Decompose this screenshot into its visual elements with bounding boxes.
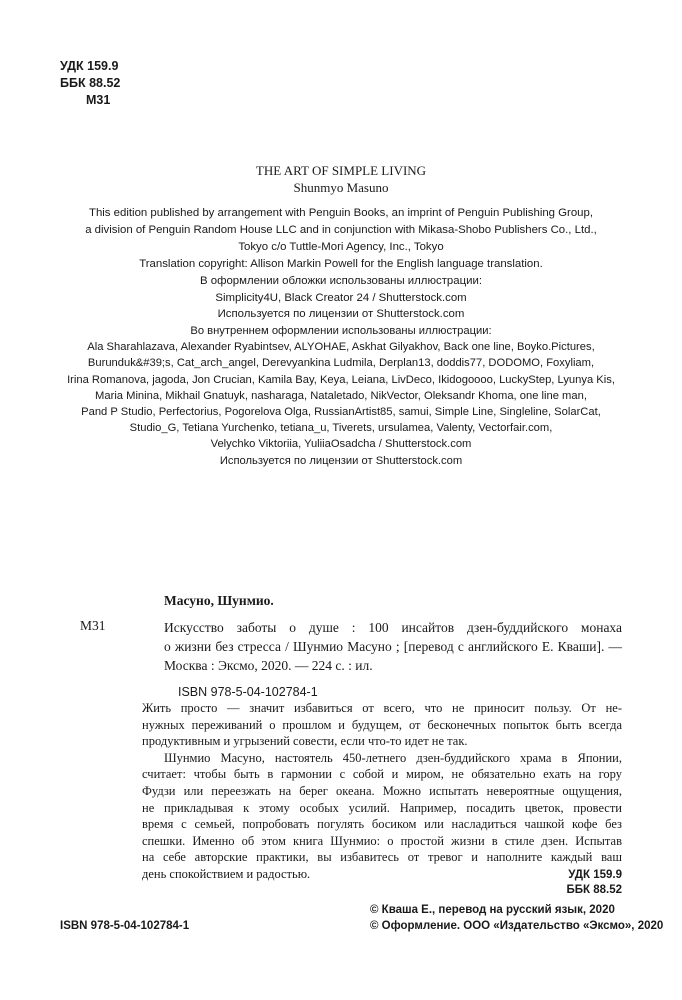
annotation-paragraph <box>142 700 622 750</box>
annotation-line: спешки. Именно об этом книга Шунмио: о простой жизни в стиле дзен. Испытав <box>142 833 622 848</box>
credit-line: В оформлении обложки использованы иллюстрации: <box>199 275 482 287</box>
credit-line: Burunduk&#39;s, Cat_arch_angel, Derevyankina Ludmila, Derplan13, doddis77, DODOMO, Foxyliam, <box>87 357 595 370</box>
author-mark: М31 <box>86 93 111 107</box>
annotation-line: Жить просто — значит избавиться от всего, что не приносит пользу. От не- <box>142 701 622 715</box>
original-title: THE ART OF SIMPLE LIVING <box>255 163 427 178</box>
copyright-line: © Кваша Е., перевод на русский язык, 2020 <box>370 904 615 916</box>
credit-line: Irina Romanova, jagoda, Jon Crucian, Kamila Bay, Keya, Leiana, LivDeco, Ikidogoooo, LuckyStep, Lyunya Kis, <box>67 373 615 386</box>
inner-illustrations-credit <box>60 323 622 469</box>
classification-header <box>60 58 120 109</box>
udk-code: УДК 159.9 <box>60 59 119 73</box>
udk-code: УДК 159.9 <box>568 869 622 881</box>
cover-illustrations-credit <box>60 273 622 323</box>
annotation-line: день спокойствием и радостью. <box>142 866 311 881</box>
copyright-line: © Оформление. ООО «Издательство «Эксмо», 2020 <box>370 920 664 932</box>
catalog-description <box>164 618 622 675</box>
annotation <box>142 700 622 883</box>
credit-line: Studio_G, Tetiana Yurchenko, tetiana_u, Tiverets, ursulamea, Valenty, Vectorfair.com, <box>129 422 553 435</box>
credit-line: Используется по лицензии от Shutterstock.com <box>217 308 465 320</box>
annotation-line: нужных переживаний о прошлом и будущем, от бесконечных попыток быть всегда <box>142 717 622 732</box>
description-line: Москва : Эксмо, 2020. — 224 с. : ил. <box>164 658 373 673</box>
credit-line: Pand P Studio, Perfectorius, Pogorelova Olga, RussianArtist85, samui, Simple Line, Singleline, SolarCat, <box>81 406 601 419</box>
original-title-block <box>60 162 622 196</box>
annotation-line: считает: чтобы быть в гармонии с собой и миром, не обязательно ехать на гору <box>142 767 622 782</box>
credit-line: Maria Minina, Mikhail Gnatuyk, nasharaga, Nataletado, NikVector, Oleksandr Khoma, one line man, <box>95 389 587 402</box>
edition-line: Translation copyright: Allison Markin Powell for the English language translation. <box>139 258 543 270</box>
credit-line: Во внутреннем оформлении использованы иллюстрации: <box>190 325 492 337</box>
isbn: ISBN 978-5-04-102784-1 <box>60 920 190 932</box>
bbk-code: ББК 88.52 <box>60 76 121 90</box>
catalog-mark: М31 <box>80 618 106 633</box>
credit-line: Используется по лицензии от Shutterstock.com <box>219 454 463 467</box>
catalog-isbn: ISBN 978-5-04-102784-1 <box>178 685 318 699</box>
annotation-line: время с семьей, попробовать погулять босиком или насладиться чашкой кофе без <box>142 817 622 832</box>
copyright-block <box>370 902 663 934</box>
annotation-line: Шунмио Масуно, настоятель 450-летнего дзен-буддийского храма в Японии, <box>164 750 622 765</box>
description-line: Искусство заботы о душе : 100 инсайтов дзен-буддийского монаха <box>164 620 622 635</box>
original-author: Shunmyo Masuno <box>293 180 389 195</box>
annotation-line: продуктивным и угрызений совести, если что-то идет не так. <box>142 734 468 749</box>
annotation-paragraph <box>142 750 622 883</box>
edition-line: a division of Penguin Random House LLC and in conjunction with Mikasa-Shobo Publishers Co., Ltd., <box>85 224 597 236</box>
edition-line: This edition published by arrangement with Penguin Books, an imprint of Penguin Publishing Group, <box>88 207 594 219</box>
description-line: о жизни без стресса / Шунмио Масуно ; [перевод с английского Е. Кваши]. — <box>164 639 622 654</box>
credit-line: Simplicity4U, Black Creator 24 / Shutterstock.com <box>215 291 467 304</box>
annotation-line: на себе авторские практики, вы избавитесь от тревог и наполните каждый ваш <box>142 850 622 865</box>
annotation-line: Фудзи или переезжать на берег океана. Можно испытать невероятные ощущения, <box>142 783 622 798</box>
bottom-classification <box>566 868 622 898</box>
credit-line: Velychko Viktoriia, YuliiaOsadcha / Shutterstock.com <box>210 438 472 451</box>
bbk-code: ББК 88.52 <box>566 884 622 896</box>
annotation-line: не прикладывая к этому особых усилий. Например, посадить цветок, провести <box>142 800 622 815</box>
edition-line: Tokyo c/o Tuttle-Mori Agency, Inc., Tokyo <box>238 241 444 253</box>
catalog-author: Масуно, Шунмио. <box>164 593 274 608</box>
edition-notice <box>60 205 622 273</box>
credit-line: Ala Sharahlazava, Alexander Ryabintsev, ALYOHAE, Askhat Gilyakhov, Back one line, Boyko.Pictures, <box>87 341 595 354</box>
